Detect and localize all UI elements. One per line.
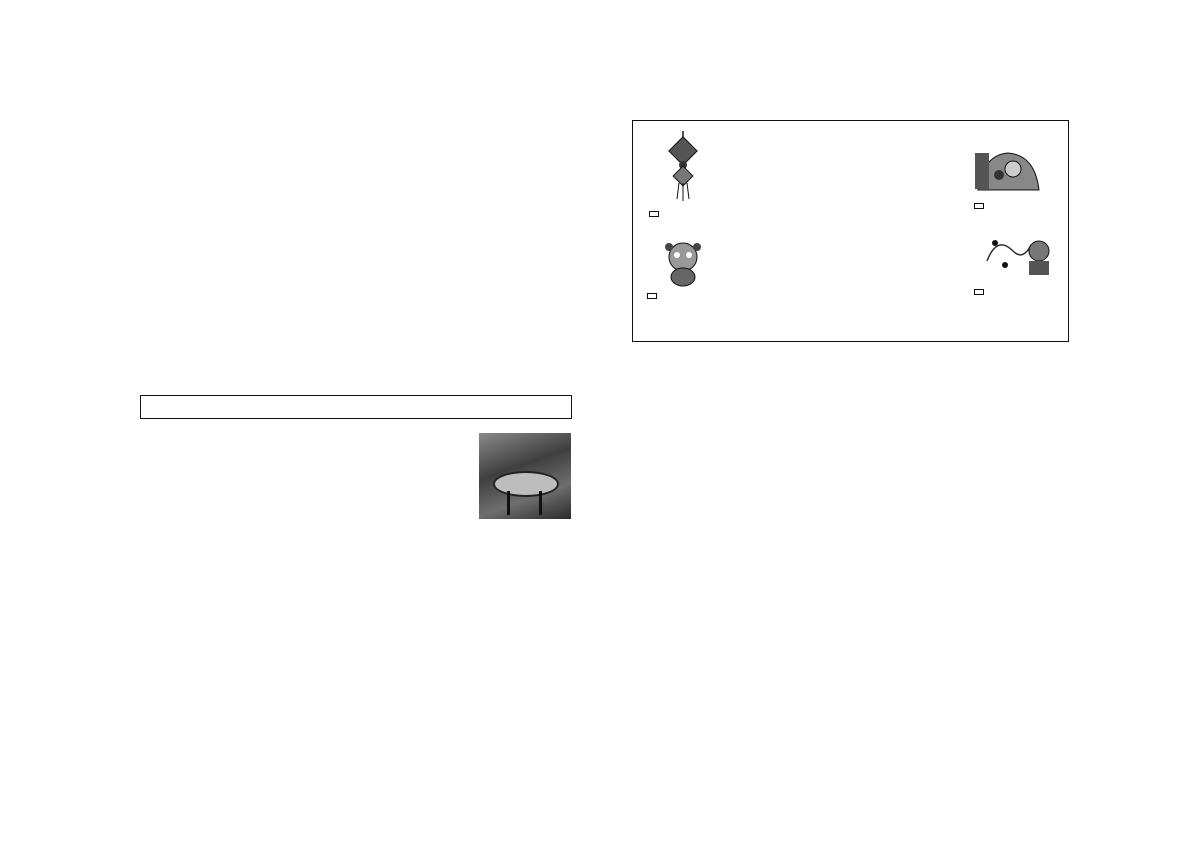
clay-doll-icon <box>661 239 705 287</box>
label-clay-dolls <box>647 293 657 299</box>
label-fun-painting <box>974 203 984 209</box>
workshop-advert <box>632 120 1069 342</box>
fun-painting-icon <box>973 145 1043 197</box>
chinese-knot-icon <box>663 131 703 201</box>
family-table-photo <box>479 433 571 519</box>
label-chinese-knots <box>649 211 659 217</box>
birthday-card-icon <box>983 231 1053 277</box>
label-birthday-cards <box>974 289 984 295</box>
word-box <box>140 395 572 419</box>
